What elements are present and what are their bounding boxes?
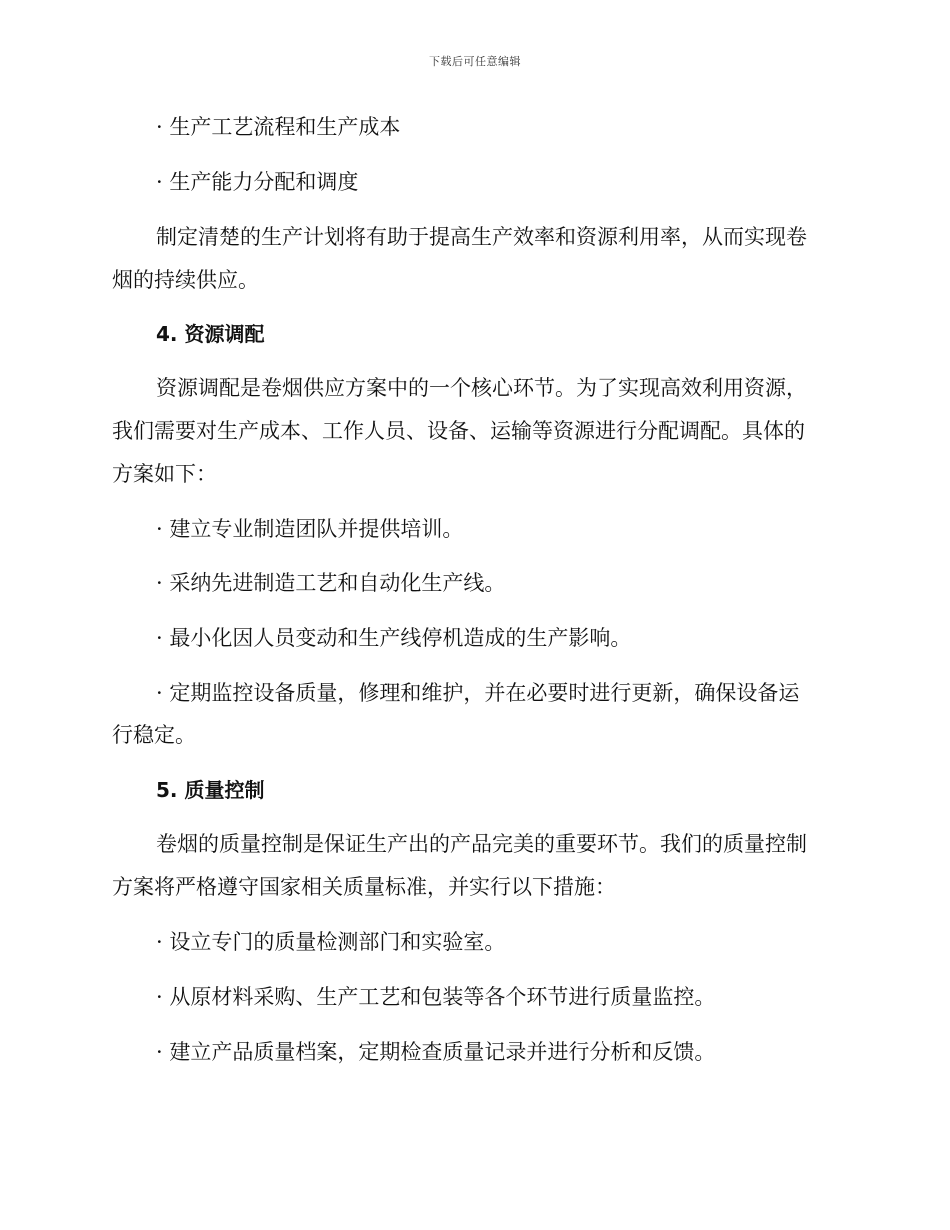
paragraph-line: 卷烟的质量控制是保证生产出的产品完美的重要环节。我们的质量控制 <box>156 832 807 856</box>
page-header: 下载后可任意编辑 <box>429 55 521 68</box>
bullet-item: · 生产工艺流程和生产成本 <box>156 115 401 139</box>
paragraph-line: 烟的持续供应。 <box>112 268 259 292</box>
paragraph-line: 方案如下： <box>112 462 217 486</box>
section-heading: 4. 资源调配 <box>156 322 265 346</box>
paragraph-line: 制定清楚的生产计划将有助于提高生产效率和资源利用率，从而实现卷 <box>156 225 807 249</box>
bullet-item: · 采纳先进制造工艺和自动化生产线。 <box>156 571 506 595</box>
bullet-item: · 建立产品质量档案，定期检查质量记录并进行分析和反馈。 <box>156 1040 716 1064</box>
paragraph-line: 方案将严格遵守国家相关质量标准，并实行以下措施： <box>112 875 616 899</box>
bullet-item: · 从原材料采购、生产工艺和包装等各个环节进行质量监控。 <box>156 985 716 1009</box>
bullet-item: · 生产能力分配和调度 <box>156 170 359 194</box>
section-heading: 5. 质量控制 <box>156 778 265 802</box>
bullet-item: · 最小化因人员变动和生产线停机造成的生产影响。 <box>156 626 632 650</box>
bullet-item: · 建立专业制造团队并提供培训。 <box>156 517 464 541</box>
paragraph-line: 资源调配是卷烟供应方案中的一个核心环节。为了实现高效利用资源， <box>156 376 807 400</box>
paragraph-line: 行稳定。 <box>112 723 196 747</box>
bullet-item: · 定期监控设备质量，修理和维护，并在必要时进行更新，确保设备运 <box>156 681 800 705</box>
bullet-item: · 设立专门的质量检测部门和实验室。 <box>156 930 506 954</box>
paragraph-line: 我们需要对生产成本、工作人员、设备、运输等资源进行分配调配。具体的 <box>112 419 805 443</box>
